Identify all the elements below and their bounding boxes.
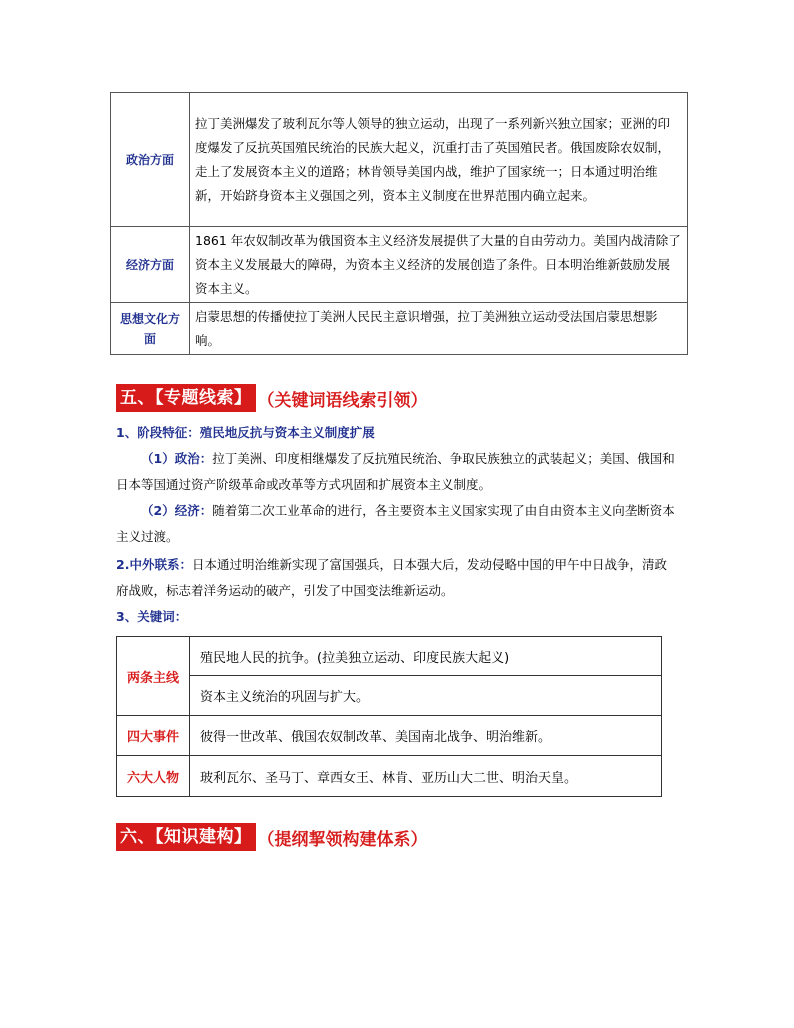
section-tag: 六、【知识建构】	[116, 823, 256, 851]
link-text: 日本通过明治维新实现了富国强兵，日本强大后，发动侵略中国的甲午中日战争，清政府战败，标志着洋务运动的破产，引发了中国变法维新运动。	[116, 557, 667, 598]
summary-table	[110, 92, 688, 355]
keyword-text: 玻利瓦尔、圣马丁、章西女王、林肯、亚历山大二世、明治天皇。	[190, 756, 662, 797]
row-text: 拉丁美洲爆发了玻利瓦尔等人领导的独立运动，出现了一系列新兴独立国家；亚洲的印度爆发了反抗英国殖民统治的民族大起义，沉重打击了英国殖民者。俄国废除农奴制，走上了发展资本主义的道路；林肯领导美国内战，维护了国家统一；日本通过明治维新，开始跻身资本主义强国之列，资本主义制度在世界范围内确立起来。	[190, 93, 688, 227]
row-label: 思想文化方面	[111, 303, 190, 355]
keywords-heading	[116, 604, 676, 630]
keyword-text: 殖民地人民的抗争。(拉美独立运动、印度民族大起义)	[190, 637, 662, 676]
table-row	[117, 637, 662, 676]
keyword-text: 彼得一世改革、俄国农奴制改革、美国南北战争、明治维新。	[190, 716, 662, 756]
section-tag: 五、【专题线索】	[116, 384, 256, 412]
table-row	[117, 716, 662, 756]
politics-label: （1）政治：	[141, 451, 213, 466]
stage-label: 1、阶段特征：	[116, 425, 200, 440]
keywords-label: 3、关键词：	[116, 609, 188, 624]
row-text: 启蒙思想的传播使拉丁美洲人民民主意识增强，拉丁美洲独立运动受法国启蒙思想影响。	[190, 303, 688, 355]
table-row	[111, 303, 688, 355]
table-row	[117, 676, 662, 716]
economy-paragraph	[116, 498, 676, 550]
section-heading-5	[116, 384, 428, 412]
keyword-label: 六大人物	[117, 756, 190, 797]
stage-feature	[116, 420, 676, 446]
keywords-table	[116, 636, 662, 797]
table-row	[111, 93, 688, 227]
politics-paragraph	[116, 446, 676, 498]
link-label: 2.中外联系：	[116, 557, 192, 572]
stage-title: 殖民地反抗与资本主义制度扩展	[199, 425, 375, 440]
keyword-label: 四大事件	[117, 716, 190, 756]
keyword-label: 两条主线	[117, 637, 190, 716]
section-heading-6	[116, 823, 428, 851]
link-paragraph	[116, 552, 676, 604]
keyword-text: 资本主义统治的巩固与扩大。	[190, 676, 662, 716]
politics-text: 拉丁美洲、印度相继爆发了反抗殖民统治、争取民族独立的武装起义；美国、俄国和日本等国通过资产阶级革命或改革等方式巩固和扩展资本主义制度。	[116, 451, 675, 492]
row-label: 政治方面	[111, 93, 190, 227]
economy-text: 随着第二次工业革命的进行，各主要资本主义国家实现了由自由资本主义向垄断资本主义过渡。	[116, 503, 675, 544]
table-row	[117, 756, 662, 797]
section-subtitle: （关键词语线索引领）	[257, 390, 428, 411]
economy-label: （2）经济：	[141, 503, 213, 518]
row-text: 1861 年农奴制改革为俄国资本主义经济发展提供了大量的自由劳动力。美国内战清除了资本主义发展最大的障碍，为资本主义经济的发展创造了条件。日本明治维新鼓励发展资本主义。	[190, 227, 688, 303]
section-subtitle: （提纲挈领构建体系）	[257, 829, 428, 850]
row-label: 经济方面	[111, 227, 190, 303]
table-row	[111, 227, 688, 303]
